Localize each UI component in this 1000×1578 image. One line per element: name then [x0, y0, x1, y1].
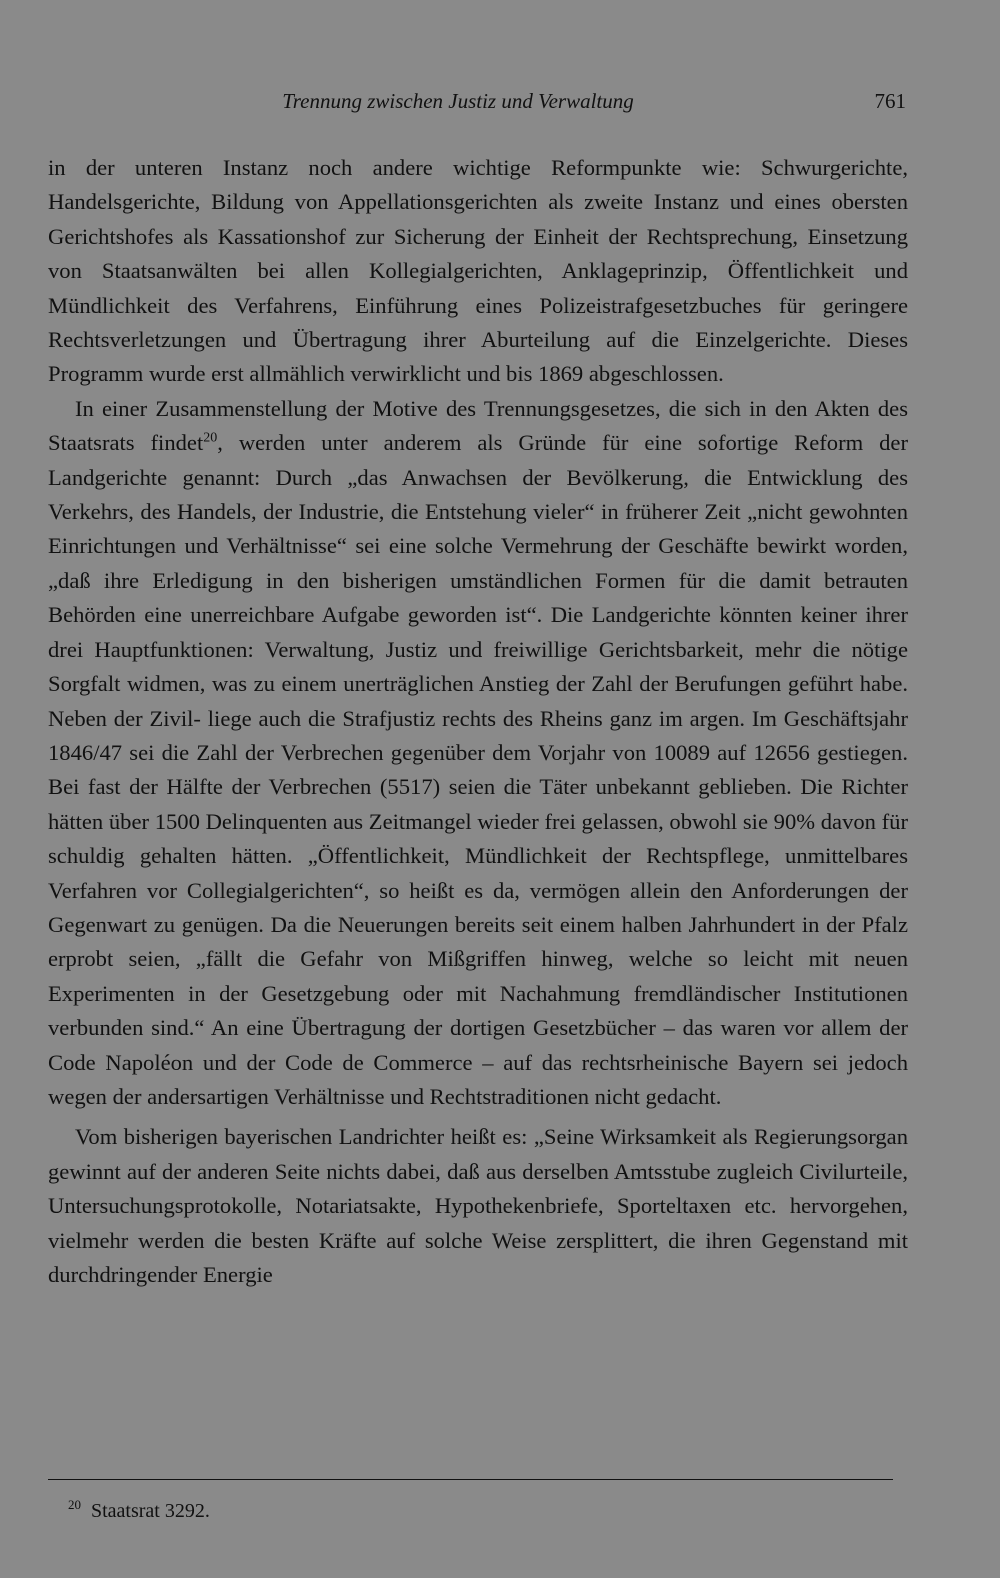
footnote — [68, 1496, 888, 1526]
footnote-reference[interactable]: 20 — [203, 430, 218, 446]
body-text — [48, 151, 908, 1292]
paragraph-2-text-start: In einer Zusammenstellung der Motive des Trennungsgesetzes, die sich in den Akten des Staatsrats findet — [48, 395, 908, 456]
paragraph-2 — [48, 392, 908, 1115]
paragraph-1: in der unteren Instanz noch andere wichtige Reformpunkte wie: Schwurgerichte, Handelsgerichte, Bildung von Appellationsgerichten als zweite Instanz und eines obersten Gerichtshofes als Kassationshof zur Sicherung der Einheit der Rechtsprechung, Einsetzung von Staatsanwälten bei allen Kollegialgerichten, Anklageprinzip, Öffentlichkeit und Mündlichkeit des Verfahrens, Einführung eines Polizeistrafgesetzbuches für geringere Rechtsverletzungen und Übertragung ihrer Aburteilung auf die Einzelgerichte. Dieses Programm wurde erst allmählich verwirklicht und bis 1869 abgeschlossen. — [48, 155, 908, 387]
footnote-number: 20 — [68, 1497, 81, 1513]
running-header — [48, 84, 908, 118]
footnote-text: Staatsrat 3292. — [91, 1500, 210, 1522]
page-number: 761 — [874, 89, 906, 113]
paragraph-3: Vom bisherigen bayerischen Landrichter heißt es: „Seine Wirksamkeit als Regierungsorgan gewinnt auf der anderen Seite nichts dabei, daß aus derselben Amtsstube zugleich Civilurteile, Untersuchungsprotokolle, Notariatsakte, Hypothekenbriefe, Sporteltaxen etc. hervorgehen, vielmehr werden die besten Kräfte auf solche Weise zersplittert, die ihren Gegenstand mit durchdringender Energie — [48, 1124, 908, 1287]
paragraph-2-text-rest: , werden unter anderem als Gründe für eine sofortige Reform der Landgerichte genannt: Durch „das Anwachsen der Bevölkerung, die Entwicklung des Verkehrs, des Handels, der Industrie, die Entstehung vieler“ in früherer Zeit „nicht gewohnten Einrichtungen und Verhältnisse“ sei eine solche Vermehrung der Geschäfte bewirkt worden, „daß ihre Erledigung in den bisherigen umständlichen Formen für die damit betrauten Behörden eine unerreichbare Aufgabe geworden ist“. Die Landgerichte könnten keiner ihrer drei Hauptfunktionen: Verwaltung, Justiz und freiwillige Gerichtsbarkeit, mehr die nötige Sorgfalt widmen, was zu einem unerträglichen Anstieg der Zahl der Berufungen geführt habe. Neben der Zivil- liege auch die Strafjustiz rechts des Rheins ganz im argen. Im Geschäftsjahr 1846/47 sei die Zahl der Verbrechen gegenüber dem Vorjahr von 10089 auf 12656 gestiegen. Bei fast der Hälfte der Verbrechen (5517) seien die Täter unbekannt geblieben. Die Richter hätten über 1500 Delinquenten aus Zeitmangel wieder frei gelassen, obwohl sie 90% davon für schuldig gehalten hätten. „Öffentlichkeit, Mündlichkeit der Rechtspflege, unmittelbares Verfahren vor Collegialgerichten“, so heißt es da, vermögen allein den Anforderungen der Gegenwart zu genügen. Da die Neuerungen bereits seit einem halben Jahrhundert in der Pfalz erprobt seien, „fällt die Gefahr von Mißgriffen hinweg, welche so leicht mit neuen Experimenten in der Gesetzgebung oder mit Nachahmung fremdländischer Institutionen verbunden sind.“ An eine Übertragung der dortigen Gesetzbücher – das waren vor allem der Code Napoléon und der Code de Commerce – auf das rechtsrheinische Bayern sei jedoch wegen der andersartigen Verhältnisse und Rechtstraditionen nicht gedacht. — [48, 430, 908, 1109]
footnote-divider — [48, 1479, 893, 1480]
running-title: Trennung zwischen Justiz und Verwaltung — [282, 89, 634, 113]
